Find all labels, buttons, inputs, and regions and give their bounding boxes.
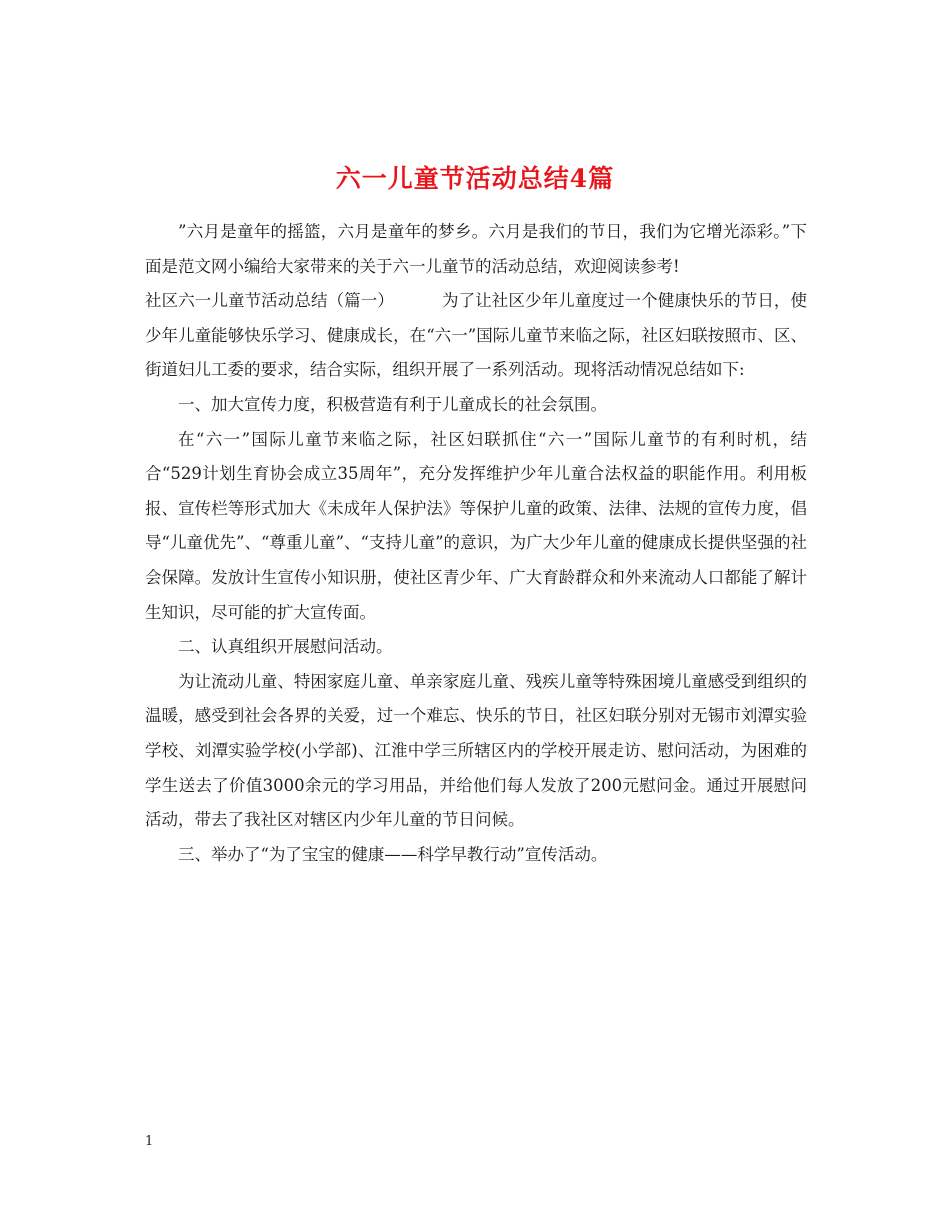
- point-2-body: 为让流动儿童、特困家庭儿童、单亲家庭儿童、残疾儿童等特殊困境儿童感受到组织的温暖，感受到社会各界的关爱，过一个难忘、快乐的节日，社区妇联分别对无锡市刘潭实验学校、刘潭实验学校(小学部)、江淮中学三所辖区内的学校开展走访、慰问活动，为困难的学生送去了价值3000余元的学习用品，并给他们每人发放了200元慰问金。通过开展慰问活动，带去了我社区对辖区内少年儿童的节日问候。: [145, 671, 807, 830]
- document-title: 六一儿童节活动总结4篇: [335, 163, 615, 193]
- point-1-body: 在“六一”国际儿童节来临之际，社区妇联抓住“六一”国际儿童节的有利时机，结合“529计划生育协会成立35周年”，充分发挥维护少年儿童合法权益的职能作用。利用板报、宣传栏等形式加大《未成年人保护法》等保护儿童的政策、法律、法规的宣传力度，倡导“儿童优先”、“尊重儿童”、“支持儿童”的意识，为广大少年儿童的健康成长提供坚强的社会保障。发放计生宣传小知识册，使社区青少年、广大育龄群众和外来流动人口都能了解计生知识，尽可能的扩大宣传面。: [145, 429, 807, 622]
- section-1-intro-text: 为了让社区少年儿童度过一个健康快乐的节日，使少年儿童能够快乐学习、健康成长，在“六一”国际儿童节来临之际，社区妇联按照市、区、街道妇儿工委的要求，结合实际，组织开展了一系列活动。现将活动情况总结如下:: [145, 291, 808, 380]
- point-1-title: 一、加大宣传力度，积极营造有利于儿童成长的社会氛围。: [178, 394, 607, 414]
- point-2-title: 二、认真组织开展慰问活动。: [178, 637, 393, 657]
- page-number: 1: [145, 1134, 154, 1149]
- document-body: [145, 215, 807, 872]
- point-3-title: 三、举办了“为了宝宝的健康——科学早教行动”宣传活动。: [178, 844, 608, 864]
- section-heading: 社区六一儿童节活动总结（篇一）: [145, 291, 394, 311]
- paragraph-section-1: [145, 284, 807, 388]
- paragraph-intro: ”六月是童年的摇篮，六月是童年的梦乡。六月是我们的节日，我们为它增光添彩。”下面是范文网小编给大家带来的关于六一儿童节的活动总结，欢迎阅读参考!: [145, 222, 807, 276]
